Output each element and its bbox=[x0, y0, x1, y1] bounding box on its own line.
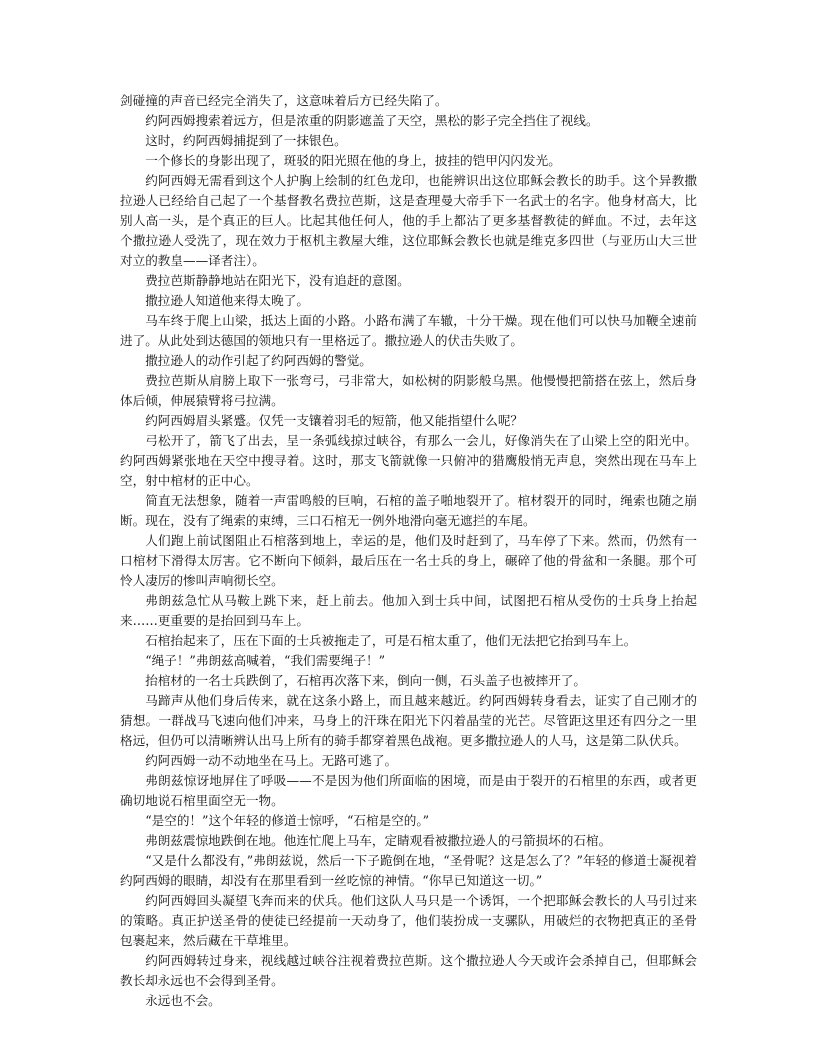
paragraph: 永远也不会。 bbox=[145, 993, 221, 1008]
paragraph: “绳子！”弗朗兹高喊着，“我们需要绳子！” bbox=[145, 653, 386, 668]
paragraph: 弓松开了，箭飞了出去，呈一条弧线掠过峡谷，有那么一会儿，好像消失在了山梁上空的阳光中。约阿西姆紧张地在天空中搜寻着。这时，那支飞箭就像一只俯冲的猎鹰般悄无声息，突然出现在马车上空，射中棺材的正中心。 bbox=[120, 433, 697, 488]
paragraph: 弗朗兹急忙从马鞍上跳下来，赶上前去。他加入到士兵中间，试图把石棺从受伤的士兵身上抬起来……更重要的是抬回到马车上。 bbox=[120, 593, 697, 628]
document-page bbox=[120, 91, 697, 1011]
paragraph: 约阿西姆回头凝望飞奔而来的伏兵。他们这队人马只是一个诱饵，一个把耶稣会教长的人马引过来的策略。真正护送圣骨的使徒已经提前一天动身了，他们装扮成一支骡队，用破烂的衣物把真正的圣骨包裹起来，然后藏在干草堆里。 bbox=[120, 893, 697, 948]
paragraph: 简直无法想象，随着一声雷鸣般的巨响，石棺的盖子啪地裂开了。棺材裂开的同时，绳索也随之崩断。现在，没有了绳索的束缚，三口石棺无一例外地滑向毫无遮拦的车尾。 bbox=[120, 493, 697, 528]
paragraph: 弗朗兹震惊地跌倒在地。他连忙爬上马车，定睛观看被撒拉逊人的弓箭损坏的石棺。 bbox=[145, 833, 612, 848]
paragraph: 马车终于爬上山梁，抵达上面的小路。小路布满了车辙，十分干燥。现在他们可以快马加鞭全速前进了。从此处到达德国的领地只有一里格远了。撒拉逊人的伏击失败了。 bbox=[120, 313, 697, 348]
paragraph: “又是什么都没有，”弗朗兹说，然后一下子跪倒在地，“圣骨呢？这是怎么了？”年轻的修道士凝视着约阿西姆的眼睛，却没有在那里看到一丝吃惊的神情。“你早已知道这一切。” bbox=[120, 853, 697, 888]
paragraph: 约阿西姆无需看到这个人护胸上绘制的红色龙印，也能辨识出这位耶稣会教长的助手。这个异教撒拉逊人已经给自己起了一个基督教名费拉芭斯，这是查理曼大帝手下一名武士的名字。他身材高大，比别人高一头，是个真正的巨人。比起其他任何人，他的手上都沾了更多基督教徒的鲜血。不过，去年这个撒拉逊人受洗了，现在效力于枢机主教屋大维，这位耶稣会教长也就是维克多四世（与亚历山大三世对立的教皇——译者注）。 bbox=[120, 173, 697, 268]
paragraph: 一个修长的身影出现了，斑驳的阳光照在他的身上，披挂的铠甲闪闪发光。 bbox=[145, 153, 561, 168]
paragraph: 费拉芭斯从肩膀上取下一张弯弓，弓非常大，如松树的阴影般乌黑。他慢慢把箭搭在弦上，然后身体后倾，伸展猿臂将弓拉满。 bbox=[120, 373, 697, 408]
paragraph: 人们跑上前试图阻止石棺落到地上，幸运的是，他们及时赶到了，马车停了下来。然而，仍然有一口棺材下滑得太厉害。它不断向下倾斜，最后压在一名士兵的身上，碾碎了他的骨盆和一条腿。那个可怜人凄厉的惨叫声响彻长空。 bbox=[120, 533, 697, 588]
paragraph: 弗朗兹惊讶地屏住了呼吸——不是因为他们所面临的困境，而是由于裂开的石棺里的东西，或者更确切地说石棺里面空无一物。 bbox=[120, 773, 697, 808]
paragraph: 费拉芭斯静静地站在阳光下，没有追赶的意图。 bbox=[145, 273, 410, 288]
paragraph: 约阿西姆搜索着远方，但是浓重的阴影遮盖了天空，黑松的影子完全挡住了视线。 bbox=[145, 113, 599, 128]
paragraph: 马蹄声从他们身后传来，就在这条小路上，而且越来越近。约阿西姆转身看去，证实了自己刚才的猜想。一群战马飞速向他们冲来，马身上的汗珠在阳光下闪着晶莹的光芒。尽管距这里还有四分之一里格远，但仍可以清晰辨认出马上所有的骑手都穿着黑色战袍。更多撒拉逊人的人马，这是第二队伏兵。 bbox=[120, 693, 697, 748]
paragraph: 抬棺材的一名士兵跌倒了，石棺再次落下来，倒向一侧，石头盖子也被摔开了。 bbox=[145, 673, 586, 688]
paragraph: 这时，约阿西姆捕捉到了一抹银色。 bbox=[145, 133, 347, 148]
paragraph: 撒拉逊人知道他来得太晚了。 bbox=[145, 293, 309, 308]
paragraph: 剑碰撞的声音已经完全消失了，这意味着后方已经失陷了。 bbox=[120, 93, 448, 108]
paragraph: 约阿西姆一动不动地坐在马上。无路可逃了。 bbox=[145, 753, 398, 768]
paragraph: 石棺抬起来了，压在下面的士兵被拖走了，可是石棺太重了，他们无法把它抬到马车上。 bbox=[145, 633, 637, 648]
paragraph: “是空的！”这个年轻的修道士惊呼，“石棺是空的。” bbox=[145, 813, 430, 828]
paragraph: 约阿西姆转过身来，视线越过峡谷注视着费拉芭斯。这个撒拉逊人今天或许会杀掉自己，但耶稣会教长却永远也不会得到圣骨。 bbox=[120, 953, 697, 988]
paragraph: 撒拉逊人的动作引起了约阿西姆的警觉。 bbox=[145, 353, 372, 368]
paragraph: 约阿西姆眉头紧蹙。仅凭一支镶着羽毛的短箭，他又能指望什么呢？ bbox=[145, 413, 523, 428]
